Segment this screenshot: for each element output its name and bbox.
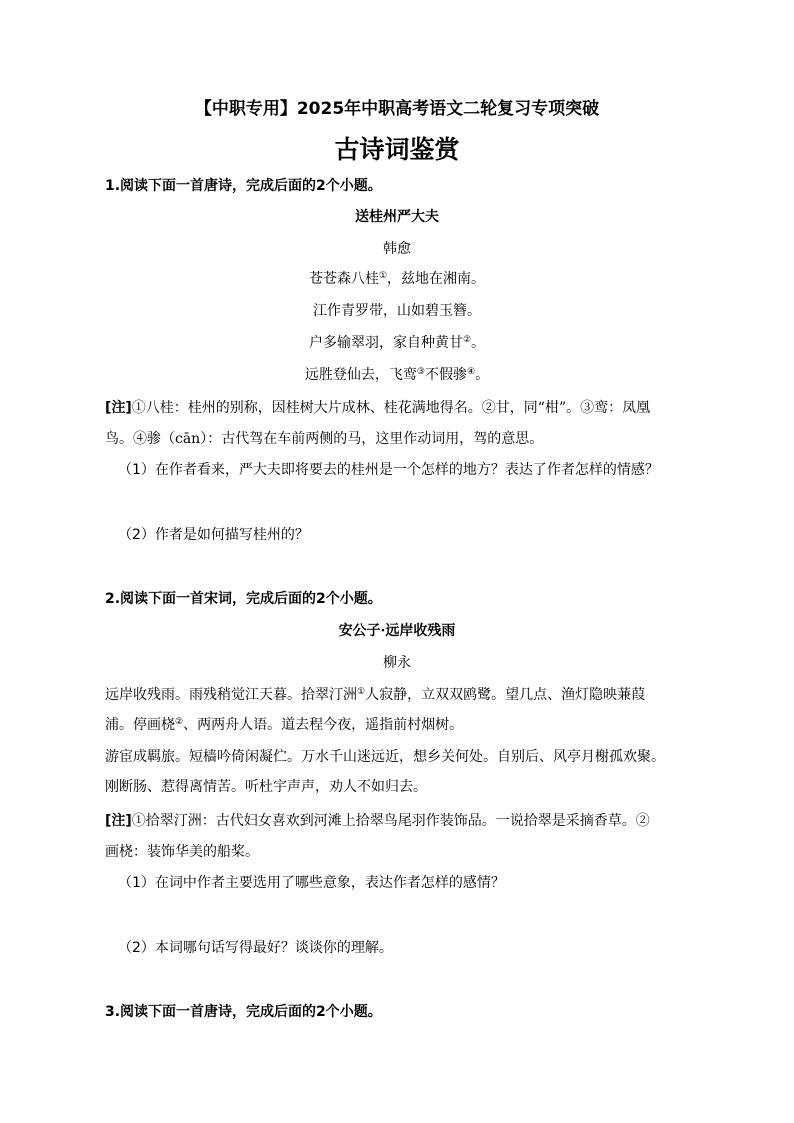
note-label: [注] [105,813,132,829]
footnote-mark: ③ [416,367,425,377]
q1-poem-line-3: 户多输翠羽，家自种黄甘②。 [308,335,486,351]
q1-question-1: （1）在作者看来，严大夫即将要去的桂州是一个怎样的地方？表达了作者怎样的情感？ [118,462,659,478]
q1-poem-line-2: 江作青罗带，山如碧玉簪。 [313,303,481,319]
q1-note-line-1: [注]①八桂：桂州的别称，因桂树大片成林、桂花满地得名。②甘，同“柑”。③鸾：凤凰 [105,400,651,416]
q1-poem-line-4: 远胜登仙去，飞鸾③不假骖④。 [304,367,490,383]
q1-poem-line-1: 苍苍森八桂①，兹地在湘南。 [308,271,486,287]
q2-text-line-4: 刚断肠、惹得离情苦。听杜宇声声，劝人不如归去。 [105,779,427,795]
footnote-mark: ① [378,271,388,281]
q2-heading: 2.阅读下面一首宋词，完成后面的2个小题。 [105,591,382,607]
q2-author: 柳永 [383,655,411,671]
q2-note-line-2: 画桡：装饰华美的船桨。 [105,844,259,860]
q1-note-line-2: 鸟。④骖（cān）：古代驾在车前两侧的马，这里作动词用，驾的意思。 [105,431,544,447]
q2-text-line-3: 游宦成羁旅。短樯吟倚闲凝伫。万水千山迷远近，想乡关何处。自别后、风亭月榭孤欢聚。 [105,749,665,765]
document-subtitle: 【中职专用】2025年中职高考语文二轮复习专项突破 [194,99,600,119]
q2-note-line-1: [注]①拾翠汀洲：古代妇女喜欢到河滩上拾翠鸟尾羽作装饰品。一说拾翠是采摘香草。② [105,813,650,829]
q3-heading: 3.阅读下面一首唐诗，完成后面的2个小题。 [105,1004,382,1020]
q2-question-1: （1）在词中作者主要选用了哪些意象，表达作者怎样的感情？ [118,875,505,891]
q2-question-2: （2）本词哪句话写得最好？谈谈你的理解。 [118,940,393,956]
footnote-mark: ① [357,687,366,697]
q2-poem-title: 安公子·远岸收残雨 [338,623,456,639]
document-title: 古诗词鉴赏 [334,135,460,164]
q1-question-2: （2）作者是如何描写桂州的？ [118,527,309,543]
footnote-mark: ② [175,717,184,727]
note-label: [注] [105,400,132,416]
q2-text-line-1: 远岸收残雨。雨残稍觉江天暮。拾翠汀洲①人寂静，立双双鸥鹭。望几点、渔灯隐映蒹葭 [105,687,646,703]
q1-poem-title: 送桂州严大夫 [355,209,439,225]
q1-author: 韩愈 [383,241,411,257]
footnote-mark: ④ [467,367,476,377]
q1-heading: 1.阅读下面一首唐诗，完成后面的2个小题。 [105,178,382,194]
footnote-mark: ② [462,335,472,345]
q2-text-line-2: 浦。停画桡②、两两舟人语。道去程今夜，遥指前村烟树。 [105,717,464,733]
